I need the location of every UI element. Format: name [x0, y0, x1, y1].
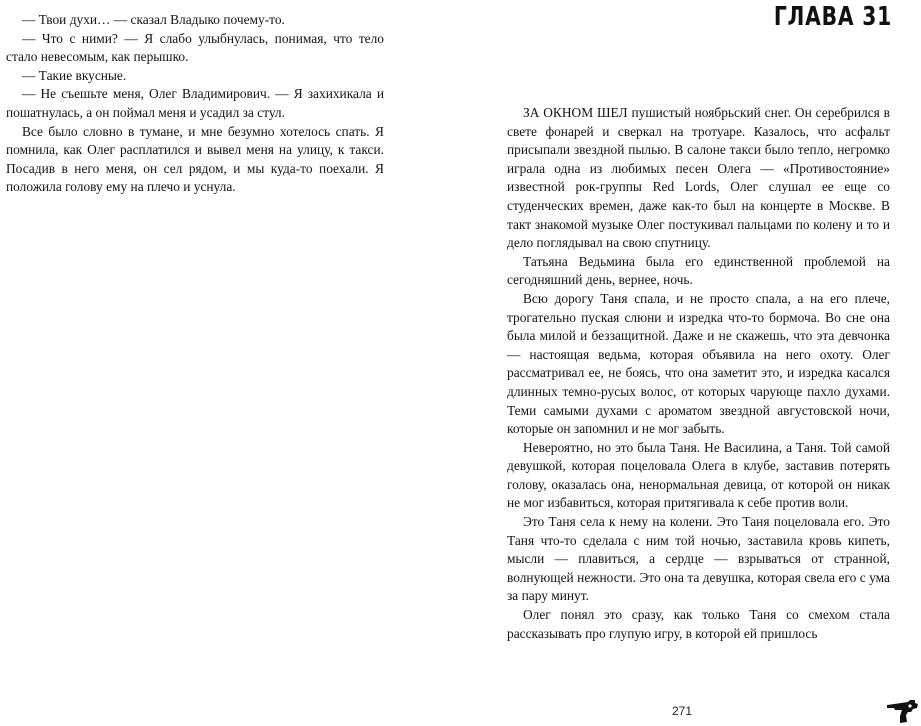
right-text-column	[507, 104, 890, 643]
paragraph: Татьяна Ведьмина была его единственной проблемой на сегодняшний день, вернее, ночь.	[507, 253, 890, 288]
paragraph: — Твои духи… — сказал Владыко почему-то.	[22, 12, 285, 27]
left-text-column	[6, 11, 384, 197]
paragraph: — Не съешьте меня, Олег Владимирович. — Я захихикала и пошатнулась, а он поймал меня и усадил за стул.	[6, 86, 384, 120]
paragraph: Все было словно в тумане, и мне безумно хотелось спать. Я помнила, как Олег расплатился и вывел меня на улицу, к такси. Посадив в него меня, он сел рядом, и мы куда-то поехали. Я положила голову ему на плечо и уснула.	[6, 123, 384, 195]
paragraph: — Что с ними? — Я слабо улыбнулась, понимая, что тело стало невесомым, как перышко.	[6, 30, 384, 65]
revolver-icon	[886, 696, 919, 724]
chapter-title: ГЛАВА 31	[773, 2, 892, 32]
paragraph: Олег понял это сразу, как только Таня со смехом стала рассказывать про глупую игру, в которой ей пришлось	[507, 607, 890, 641]
paragraph: ЗА ОКНОМ ШЕЛ пушистый ноябрьский снег. Он серебрился в свете фонарей и сверкал на тротуаре. Казалось, что асфальт присыпали звездной пылью. В салоне такси было тепло, негромко играла одна из любимых песен Олега — «Противостояние» известной рок-группы Red Lords, Олег слушал ее еще со студенческих времен, даже как-то был на концерте в Москве. В такт знакомой музыке Олег постукивал пальцами по колену и то и дело поглядывал на свою спутницу.	[507, 105, 890, 251]
paragraph: — Такие вкусные.	[22, 67, 127, 83]
right-page	[460, 0, 921, 726]
paragraph: Всю дорогу Таня спала, и не просто спала, а на его плече, трогательно пуская слюни и изредка что-то бормоча. Во сне она была милой и беззащитной. Даже и не скажешь, что эта девчонка — настоящая ведьма, которая объявила на него охоту. Олег рассматривал ее, не боясь, что она заметит это, и изредка касался длинных темно-русых волос, от которых чарующе пахло духами. Теми самыми духами с ароматом звездной августовской ночи, которые он запомнил и не мог забыть.	[507, 290, 890, 437]
paragraph: Невероятно, но это была Таня. Не Василина, а Таня. Той самой девушкой, которая поцеловала Олега в клубе, заставив потерять голову, оказалась она, ненормальная девица, от которой он никак не мог избавиться, которая притягивала к себе против воли.	[507, 439, 890, 511]
left-page	[0, 0, 460, 726]
page-number: 271	[672, 704, 693, 718]
paragraph: Это Таня села к нему на колени. Это Таня поцеловала его. Это Таня что-то сделала с ним той ночью, заставила кровь кипеть, мысли — плавиться, а сердце — взрываться от странной, волнующей нежности. Это она та девушка, которая свела его с ума за пару минут.	[507, 514, 890, 604]
